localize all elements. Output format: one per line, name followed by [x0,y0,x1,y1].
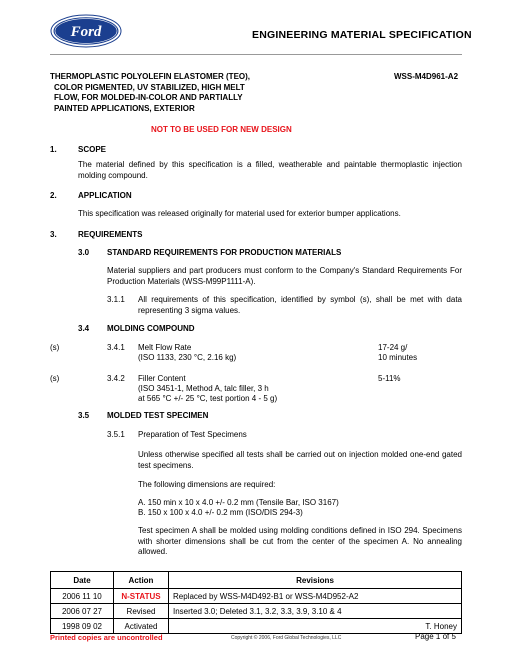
section-3-number: 3. [50,230,57,239]
section-3-5-1-para-2: The following dimensions are required: [138,480,276,489]
section-3-5-title: MOLDED TEST SPECIMEN [107,411,209,420]
sigma-symbol: (s) [50,374,60,383]
section-3-5-number: 3.5 [78,411,90,420]
section-1-body: The material defined by this specification is a filled, weatherable and paintable thermoplastic injection molding compound. [78,160,462,180]
filler-content-value: 5-11% [378,374,401,383]
table-header-row [51,572,462,589]
section-3-5-1-para-1: Unless otherwise specified all tests shall be carried out on injection molded one-end gated test specimens. [138,450,462,470]
revision-date: 2006 11 10 [51,589,114,604]
title-line: PAINTED APPLICATIONS, EXTERIOR [54,103,195,113]
section-3-1-1-body: All requirements of this specification, identified by symbol (s), shall be met with data representing 3 sigma values. [138,295,462,315]
section-3-5-1-title: Preparation of Test Specimens [138,430,247,439]
page-number: Page 1 of 5 [415,632,456,641]
melt-flow-label: Melt Flow Rate [138,343,192,352]
action-header: Action [114,572,169,589]
table-row [51,589,462,604]
uncontrolled-notice: Printed copies are uncontrolled [50,633,163,642]
sigma-symbol: (s) [50,343,60,352]
revision-action: N-STATUS [114,589,169,604]
melt-flow-value: 17-24 g/ [378,343,408,352]
melt-flow-method: (ISO 1133, 230 °C, 2.16 kg) [138,353,237,362]
section-1-number: 1. [50,145,57,154]
revision-author: T. Honey [169,619,462,634]
section-2-body: This specification was released originally for material used for exterior bumper applications. [78,209,401,218]
new-design-warning: NOT TO BE USED FOR NEW DESIGN [151,125,292,134]
title-line: FLOW, FOR MOLDED-IN-COLOR AND PARTIALLY [54,93,243,102]
revisions-header: Revisions [169,572,462,589]
section-3-0-title: STANDARD REQUIREMENTS FOR PRODUCTION MATERIALS [107,248,342,257]
specimen-a: A. 150 min x 10 x 4.0 +/- 0.2 mm (Tensile Bar, ISO 3167) [138,498,339,507]
specimen-b: B. 150 x 100 x 4.0 +/- 0.2 mm (ISO/DIS 294-3) [138,508,303,517]
table-row [51,604,462,619]
section-1-title: SCOPE [78,145,107,154]
revision-text: Replaced by WSS-M4D492-B1 or WSS-M4D952-A2 [169,589,462,604]
section-3-4-title: MOLDING COMPOUND [107,324,195,333]
spec-number: WSS-M4D961-A2 [394,72,459,81]
header-title: ENGINEERING MATERIAL SPECIFICATION [252,29,472,41]
section-3-4-1-number: 3.4.1 [107,343,125,352]
section-3-1-1-number: 3.1.1 [107,295,125,304]
date-header: Date [51,572,114,589]
filler-content-method: (ISO 3451-1, Method A, talc filler, 3 h [138,384,269,393]
copyright-notice: Copyright © 2006, Ford Global Technologies, LLC [231,635,342,641]
filler-content-conditions: at 565 °C +/- 25 °C, test portion 4 - 5 g) [138,394,278,403]
revision-action: Activated [114,619,169,634]
section-3-4-2-number: 3.4.2 [107,374,125,383]
revision-text: Inserted 3.0; Deleted 3.1, 3.2, 3.3, 3.9, 3.10 & 4 [169,604,462,619]
title-line: THERMOPLASTIC POLYOLEFIN ELASTOMER (TEO), [50,72,251,81]
header-divider [50,54,462,55]
section-2-title: APPLICATION [78,191,132,200]
table-row [51,619,462,634]
section-2-number: 2. [50,191,57,200]
revisions-table [50,571,462,634]
section-3-5-1-para-3: Test specimen A shall be molded using molding conditions defined in ISO 294. Specimens with shorter dimensions shall be cut from the center of the specimen A. No annealing allowed. [138,526,462,556]
revision-date: 2006 07 27 [51,604,114,619]
section-3-0-body: Material suppliers and part producers must conform to the Company's Standard Requirements For Production Materials (WSS-M99P1111-A). [107,266,462,286]
melt-flow-unit: 10 minutes [378,353,418,362]
section-3-5-1-number: 3.5.1 [107,430,125,439]
filler-content-label: Filler Content [138,374,186,383]
section-3-4-number: 3.4 [78,324,90,333]
section-3-0-number: 3.0 [78,248,90,257]
title-line: COLOR PIGMENTED, UV STABILIZED, HIGH MELT [54,82,245,92]
revision-action: Revised [114,604,169,619]
revision-date: 1998 09 02 [51,619,114,634]
ford-logo [50,14,122,48]
section-3-title: REQUIREMENTS [78,230,143,239]
document-title [50,72,320,114]
logo-wordmark: Ford [70,24,102,40]
